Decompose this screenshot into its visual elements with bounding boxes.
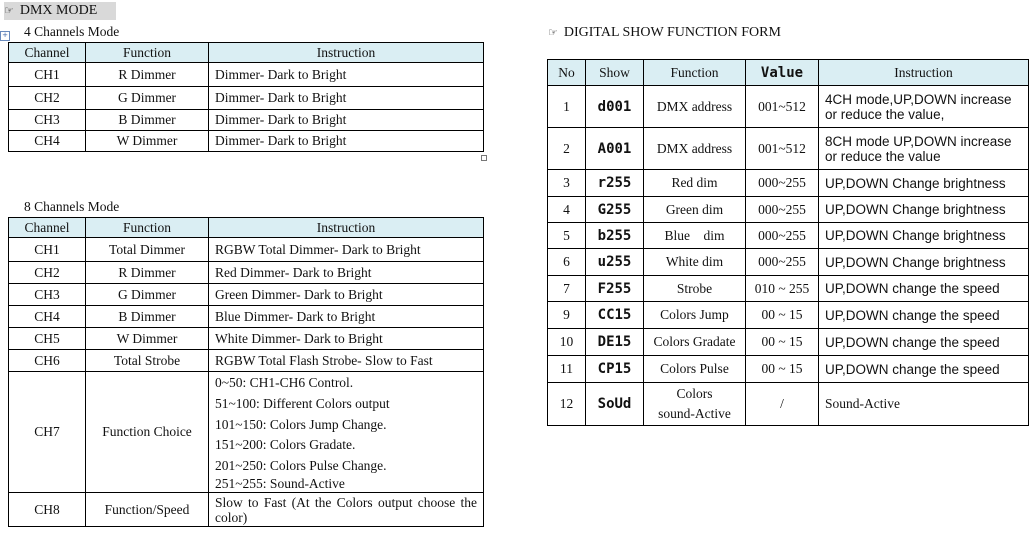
instruction-line: 251~255: Sound-Active	[215, 475, 345, 491]
instruction-cell: UP,DOWN change the speed	[819, 302, 1029, 329]
table-header-row	[9, 218, 484, 238]
header-no: No	[548, 60, 586, 86]
value-cell: 000~255	[746, 170, 819, 197]
value-cell: 00 ~ 15	[746, 329, 819, 356]
channel-cell: CH7	[9, 372, 86, 493]
header-instruction: Instruction	[209, 43, 484, 63]
function-cell: Green dim	[644, 197, 746, 223]
table-move-handle-icon[interactable]: +	[0, 31, 10, 41]
instruction-cell: 8CH mode UP,DOWN increase or reduce the value	[819, 128, 1029, 170]
header-channel: Channel	[9, 218, 86, 238]
instruction-cell: UP,DOWN Change brightness	[819, 170, 1029, 197]
instruction-cell: Slow to Fast (At the Colors output choose the color)	[209, 493, 484, 527]
function-cell: Red dim	[644, 170, 746, 197]
instruction-cell: UP,DOWN Change brightness	[819, 197, 1029, 223]
instruction-cell: Sound-Active	[819, 383, 1029, 426]
channel-cell: CH4	[9, 306, 86, 328]
eight-channel-mode-label: 8 Channels Mode	[24, 199, 120, 214]
no-cell: 10	[548, 329, 586, 356]
function-cell: R Dimmer	[86, 63, 209, 87]
show-cell: CC15	[586, 302, 644, 329]
instruction-cell: Dimmer- Dark to Bright	[209, 87, 484, 110]
function-cell: G Dimmer	[86, 284, 209, 306]
table-row	[9, 306, 484, 328]
show-cell: CP15	[586, 356, 644, 383]
table-row	[548, 86, 1029, 128]
table-row	[9, 63, 484, 87]
instruction-cell: RGBW Total Flash Strobe- Slow to Fast	[209, 350, 484, 372]
instruction-cell: UP,DOWN change the speed	[819, 329, 1029, 356]
instruction-cell	[209, 372, 484, 493]
digital-show-heading	[548, 24, 781, 42]
table-row	[548, 170, 1029, 197]
show-cell: G255	[586, 197, 644, 223]
table-row-ch7	[9, 372, 484, 493]
header-function: Function	[86, 218, 209, 238]
function-cell: DMX address	[644, 128, 746, 170]
function-cell: G Dimmer	[86, 87, 209, 110]
show-cell: u255	[586, 249, 644, 276]
value-cell: 001~512	[746, 86, 819, 128]
instruction-line: 101~150: Colors Jump Change.	[215, 416, 387, 432]
digital-show-table	[547, 59, 1029, 426]
table-row-ch8	[9, 493, 484, 527]
function-cell: W Dimmer	[86, 131, 209, 152]
value-cell: /	[746, 383, 819, 426]
no-cell: 11	[548, 356, 586, 383]
table-row	[548, 329, 1029, 356]
value-cell: 000~255	[746, 197, 819, 223]
header-instruction: Instruction	[819, 60, 1029, 86]
header-instruction: Instruction	[209, 218, 484, 238]
table-row	[9, 131, 484, 152]
pointing-hand-icon: ☞	[4, 4, 14, 17]
table-row	[548, 356, 1029, 383]
table-row	[9, 284, 484, 306]
table-row	[9, 87, 484, 110]
function-cell: B Dimmer	[86, 306, 209, 328]
four-channel-mode-label: 4 Channels Mode	[24, 24, 120, 39]
show-cell: r255	[586, 170, 644, 197]
table-row	[9, 262, 484, 284]
header-value: Value	[746, 60, 819, 86]
table-row	[548, 302, 1029, 329]
no-cell: 2	[548, 128, 586, 170]
value-cell: 010 ~ 255	[746, 276, 819, 302]
function-line: sound-Active	[658, 406, 731, 421]
no-cell: 6	[548, 249, 586, 276]
table-row	[9, 238, 484, 262]
four-channel-table	[8, 42, 484, 152]
show-cell: A001	[586, 128, 644, 170]
table-row	[548, 128, 1029, 170]
instruction-cell: UP,DOWN change the speed	[819, 276, 1029, 302]
instruction-line: 0~50: CH1-CH6 Control.	[215, 375, 354, 391]
show-cell: d001	[586, 86, 644, 128]
table-resize-handle[interactable]	[481, 155, 487, 161]
value-cell: 00 ~ 15	[746, 356, 819, 383]
instruction-cell: UP,DOWN Change brightness	[819, 249, 1029, 276]
channel-cell: CH1	[9, 238, 86, 262]
instruction-cell: UP,DOWN Change brightness	[819, 223, 1029, 249]
show-cell: SoUd	[586, 383, 644, 426]
channel-cell: CH2	[9, 87, 86, 110]
function-cell: Colors Gradate	[644, 329, 746, 356]
show-cell: F255	[586, 276, 644, 302]
no-cell: 3	[548, 170, 586, 197]
value-cell: 00 ~ 15	[746, 302, 819, 329]
function-line: Colors	[676, 386, 713, 401]
table-row	[548, 223, 1029, 249]
header-show: Show	[586, 60, 644, 86]
table-header-row	[9, 43, 484, 63]
value-cell: 000~255	[746, 223, 819, 249]
pointing-hand-icon: ☞	[548, 26, 558, 39]
dmx-mode-heading	[4, 2, 116, 20]
no-cell: 9	[548, 302, 586, 329]
header-function: Function	[644, 60, 746, 86]
channel-cell: CH8	[9, 493, 86, 527]
channel-cell: CH1	[9, 63, 86, 87]
function-cell: Colors Pulse	[644, 356, 746, 383]
no-cell: 1	[548, 86, 586, 128]
function-cell: White dim	[644, 249, 746, 276]
table-row	[548, 197, 1029, 223]
function-cell: B Dimmer	[86, 110, 209, 131]
function-cell: DMX address	[644, 86, 746, 128]
instruction-cell: White Dimmer- Dark to Bright	[209, 328, 484, 350]
no-cell: 12	[548, 383, 586, 426]
instruction-cell: Green Dimmer- Dark to Bright	[209, 284, 484, 306]
no-cell: 4	[548, 197, 586, 223]
function-cell: W Dimmer	[86, 328, 209, 350]
instruction-cell: Dimmer- Dark to Bright	[209, 63, 484, 87]
no-cell: 5	[548, 223, 586, 249]
header-function: Function	[86, 43, 209, 63]
function-cell: Blue dim	[644, 223, 746, 249]
function-cell: Total Strobe	[86, 350, 209, 372]
table-row	[548, 249, 1029, 276]
show-cell: b255	[586, 223, 644, 249]
instruction-line: 151~200: Colors Gradate.	[215, 437, 356, 453]
instruction-cell: 4CH mode,UP,DOWN increase or reduce the value,	[819, 86, 1029, 128]
channel-cell: CH2	[9, 262, 86, 284]
channel-cell: CH5	[9, 328, 86, 350]
instruction-cell: Blue Dimmer- Dark to Bright	[209, 306, 484, 328]
channel-cell: CH4	[9, 131, 86, 152]
instruction-cell: RGBW Total Dimmer- Dark to Bright	[209, 238, 484, 262]
eight-channel-table	[8, 217, 484, 527]
function-cell: Colors Jump	[644, 302, 746, 329]
table-row	[9, 110, 484, 131]
channel-cell: CH3	[9, 110, 86, 131]
table-row	[548, 383, 1029, 426]
digital-show-title: DIGITAL SHOW FUNCTION FORM	[563, 25, 781, 40]
function-cell	[644, 383, 746, 426]
table-row	[9, 328, 484, 350]
value-cell: 001~512	[746, 128, 819, 170]
function-cell: Function/Speed	[86, 493, 209, 527]
channel-cell: CH6	[9, 350, 86, 372]
channel-cell: CH3	[9, 284, 86, 306]
instruction-cell: Dimmer- Dark to Bright	[209, 131, 484, 152]
table-header-row	[548, 60, 1029, 86]
show-cell: DE15	[586, 329, 644, 356]
instruction-cell: Dimmer- Dark to Bright	[209, 110, 484, 131]
instruction-cell: Red Dimmer- Dark to Bright	[209, 262, 484, 284]
table-row	[548, 276, 1029, 302]
no-cell: 7	[548, 276, 586, 302]
instruction-line: 201~250: Colors Pulse Change.	[215, 457, 387, 473]
function-cell: Function Choice	[86, 372, 209, 493]
value-cell: 000~255	[746, 249, 819, 276]
instruction-line: 51~100: Different Colors output	[215, 395, 390, 411]
dmx-mode-title: DMX MODE	[19, 3, 98, 18]
header-channel: Channel	[9, 43, 86, 63]
function-cell: Strobe	[644, 276, 746, 302]
function-cell: Total Dimmer	[86, 238, 209, 262]
instruction-cell: UP,DOWN change the speed	[819, 356, 1029, 383]
table-row	[9, 350, 484, 372]
function-cell: R Dimmer	[86, 262, 209, 284]
